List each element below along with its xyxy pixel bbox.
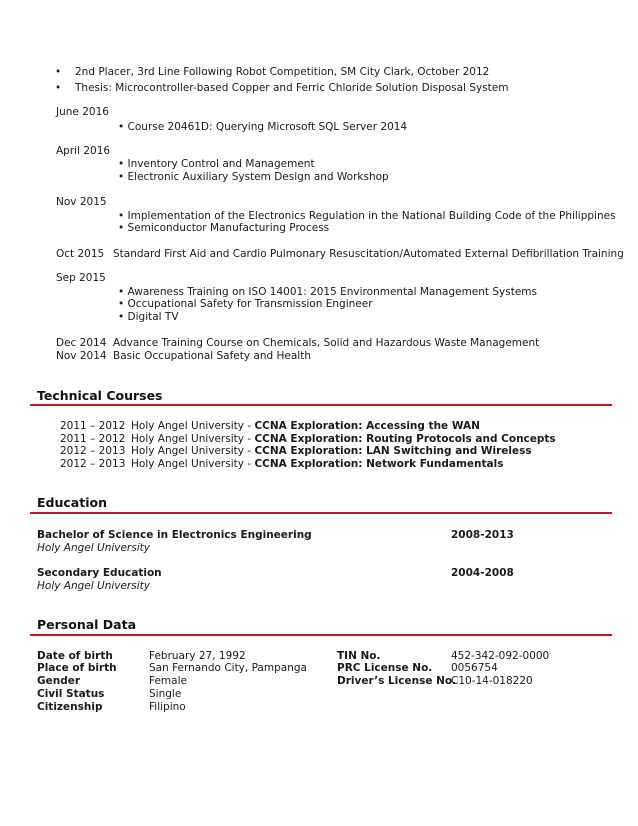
personal-label: Civil Status xyxy=(37,688,105,700)
personal-label: TIN No. xyxy=(337,650,381,662)
training-date: Oct 2015 xyxy=(56,248,105,260)
achievement-bullet: • xyxy=(55,82,62,94)
achievement-bullet: • xyxy=(55,66,62,78)
personal-value: 0056754 xyxy=(451,662,498,674)
personal-value: San Fernando City, Pampanga xyxy=(149,662,307,674)
training-inline: Standard First Aid and Cardio Pulmonary Resuscitation/Automated External Defibrillation Training xyxy=(113,248,624,260)
course-title: CCNA Exploration: Network Fundamentals xyxy=(254,458,504,470)
personal-value: Female xyxy=(149,675,187,687)
training-item-text: Implementation of the Electronics Regulation in the National Building Code of the Philippines xyxy=(127,210,616,222)
course-title: CCNA Exploration: LAN Switching and Wireless xyxy=(254,445,532,457)
personal-value: 452-342-092-0000 xyxy=(451,650,550,662)
course-years: 2012 – 2013 xyxy=(60,458,126,470)
education-school: Holy Angel University xyxy=(37,580,150,592)
section-rule xyxy=(30,404,612,406)
course-title: CCNA Exploration: Accessing the WAN xyxy=(254,420,480,432)
personal-label: Driver’s License No. xyxy=(337,675,457,687)
training-inline: Advance Training Course on Chemicals, Solid and Hazardous Waste Management xyxy=(113,337,540,349)
training-item: • Course 20461D: Querying Microsoft SQL Server 2014 xyxy=(118,121,408,133)
training-item-text: Awareness Training on ISO 14001: 2015 Environmental Management Systems xyxy=(127,286,538,298)
course-school: Holy Angel University - xyxy=(131,420,255,432)
training-date: April 2016 xyxy=(56,145,111,157)
personal-value: Filipino xyxy=(149,701,186,713)
education-school: Holy Angel University xyxy=(37,542,150,554)
course-row xyxy=(131,420,480,432)
training-date: June 2016 xyxy=(56,106,109,118)
personal-label: Place of birth xyxy=(37,662,117,674)
training-item: • Electronic Auxiliary System Design and Workshop xyxy=(118,171,389,183)
course-row xyxy=(131,445,532,457)
achievement-item: Thesis: Microcontroller-based Copper and Ferric Chloride Solution Disposal System xyxy=(75,82,509,94)
education-degree: Bachelor of Science in Electronics Engineering xyxy=(37,529,312,541)
personal-label: Date of birth xyxy=(37,650,113,662)
personal-label: PRC License No. xyxy=(337,662,433,674)
course-row xyxy=(131,433,556,445)
section-rule xyxy=(30,634,612,636)
training-item-text: Inventory Control and Management xyxy=(127,158,315,170)
personal-label: Citizenship xyxy=(37,701,103,713)
education-years: 2004-2008 xyxy=(451,567,514,579)
course-title: CCNA Exploration: Routing Protocols and Concepts xyxy=(254,433,556,445)
training-inline: Basic Occupational Safety and Health xyxy=(113,350,311,362)
personal-value: February 27, 1992 xyxy=(149,650,246,662)
course-school: Holy Angel University - xyxy=(131,445,255,457)
training-date: Sep 2015 xyxy=(56,272,106,284)
training-item-text: Semiconductor Manufacturing Process xyxy=(127,222,330,234)
training-item: • Inventory Control and Management xyxy=(118,158,315,170)
course-years: 2012 – 2013 xyxy=(60,445,126,457)
training-item-text: Occupational Safety for Transmission Engineer xyxy=(127,298,373,310)
personal-label: Gender xyxy=(37,675,81,687)
training-date: Nov 2014 xyxy=(56,350,107,362)
training-item: • Awareness Training on ISO 14001: 2015 Environmental Management Systems xyxy=(118,286,538,298)
training-item: • Implementation of the Electronics Regulation in the National Building Code of the Philippines xyxy=(118,210,616,222)
training-item: • Semiconductor Manufacturing Process xyxy=(118,222,330,234)
course-years: 2011 – 2012 xyxy=(60,420,126,432)
training-date: Dec 2014 xyxy=(56,337,107,349)
training-item: • Digital TV xyxy=(118,311,179,323)
course-school: Holy Angel University - xyxy=(131,433,255,445)
personal-value: Single xyxy=(149,688,182,700)
training-item-text: Electronic Auxiliary System Design and Workshop xyxy=(127,171,389,183)
training-item-text: Digital TV xyxy=(127,311,179,323)
training-date: Nov 2015 xyxy=(56,196,107,208)
education-degree: Secondary Education xyxy=(37,567,162,579)
section-heading-technical-courses: Technical Courses xyxy=(37,388,163,403)
achievement-item: 2nd Placer, 3rd Line Following Robot Competition, SM City Clark, October 2012 xyxy=(75,66,490,78)
course-years: 2011 – 2012 xyxy=(60,433,126,445)
section-rule xyxy=(30,512,612,514)
personal-value: C10-14-018220 xyxy=(451,675,533,687)
training-item-text: Course 20461D: Querying Microsoft SQL Server 2014 xyxy=(127,121,408,133)
education-years: 2008-2013 xyxy=(451,529,514,541)
section-heading-personal-data: Personal Data xyxy=(37,617,137,632)
course-school: Holy Angel University - xyxy=(131,458,255,470)
section-heading-education: Education xyxy=(37,495,107,510)
training-item: • Occupational Safety for Transmission Engineer xyxy=(118,298,373,310)
course-row xyxy=(131,458,503,470)
